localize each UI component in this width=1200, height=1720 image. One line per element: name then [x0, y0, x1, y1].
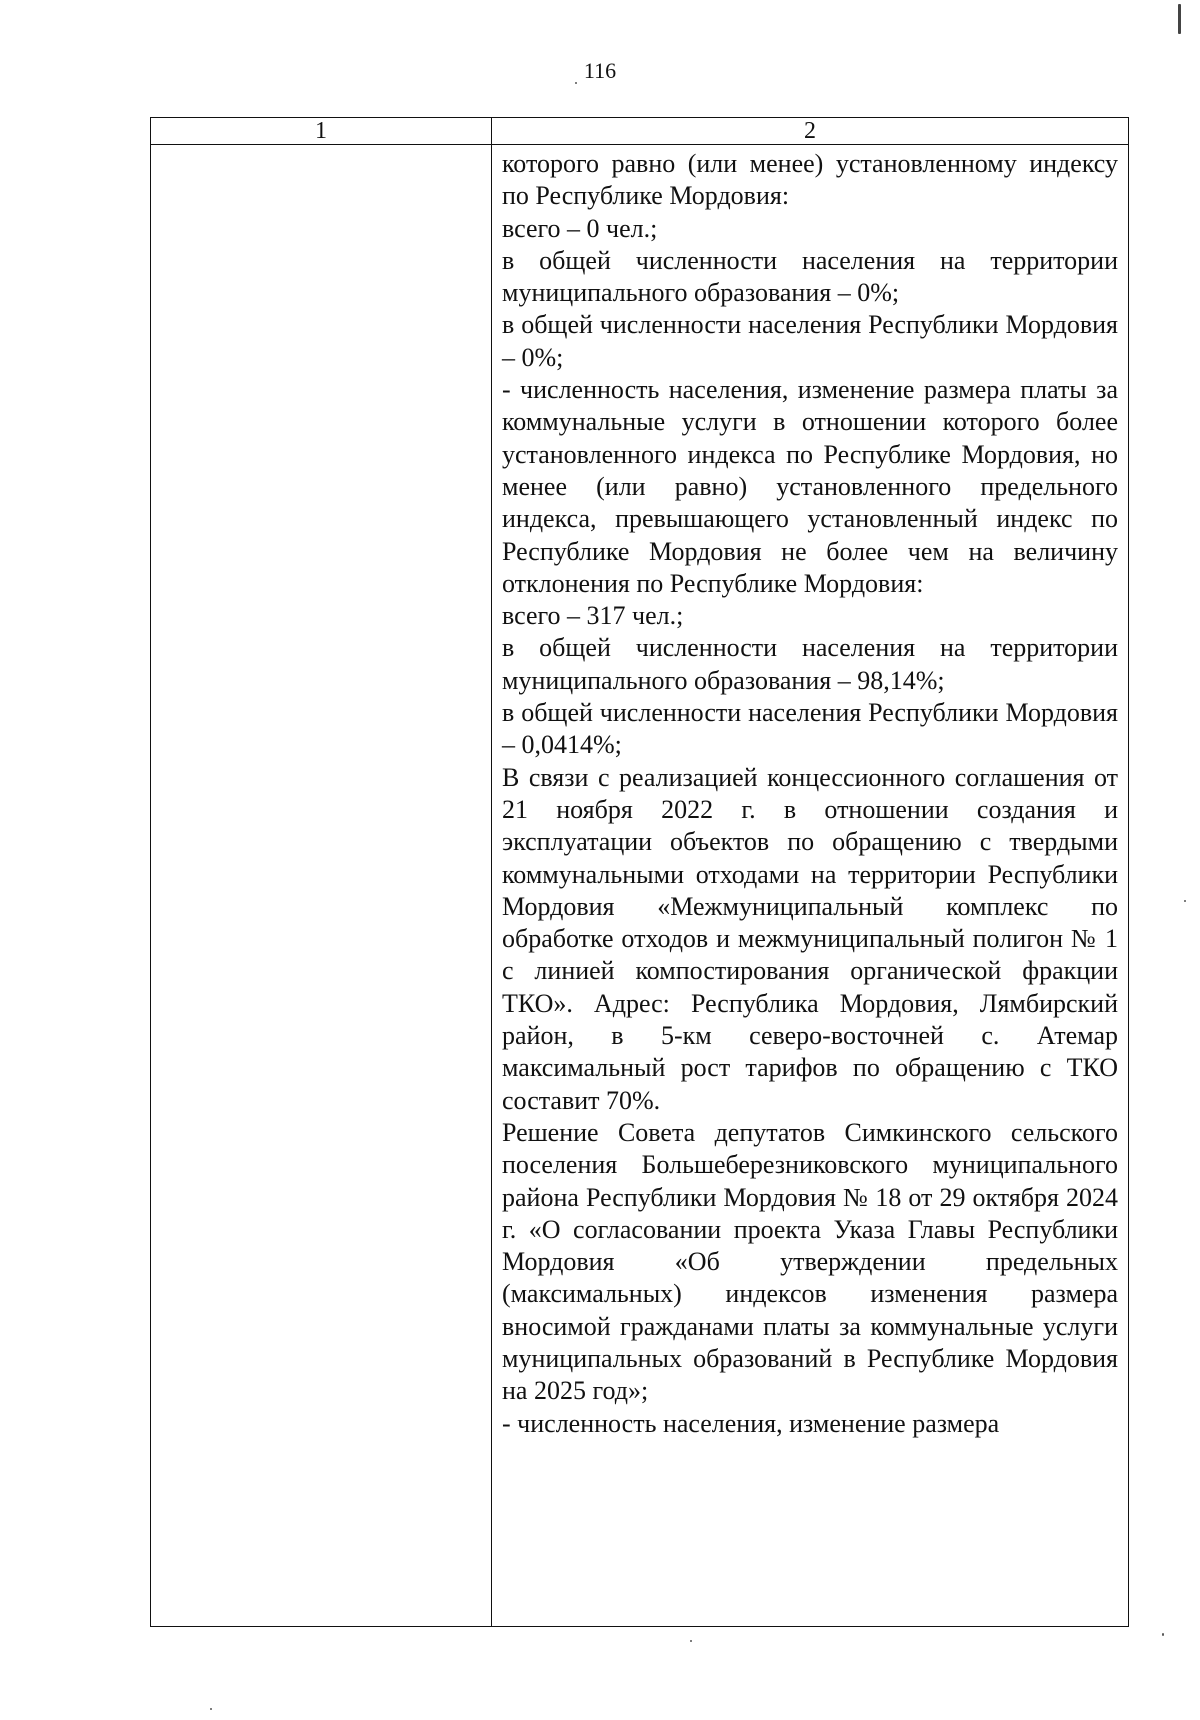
- scan-speck: [1178, 4, 1181, 34]
- paragraph: в общей численности населения Республики Мордовия – 0%;: [502, 310, 1118, 372]
- scan-speck: [210, 1708, 212, 1710]
- paragraph: - численность населения, изменение размера: [502, 1408, 1000, 1438]
- table-row: [151, 145, 1129, 1627]
- paragraph: - численность населения, изменение размера платы за коммунальные услуги в отношении которого более установленного индекса по Республике Мордовия, но менее (или равно) установленного предельного индекса, превышающего установленный индекс по Республике Мордовия не более чем на величину отклонения по Республике Мордовия:: [502, 375, 1118, 598]
- page-number: 116: [583, 58, 617, 83]
- scan-speck: [1162, 1633, 1164, 1636]
- table-cell-col1: [151, 145, 492, 1627]
- scan-speck: [690, 1640, 692, 1642]
- paragraph: в общей численности населения Республики Мордовия – 0,0414%;: [502, 698, 1118, 760]
- paragraph: В связи с реализацией концессионного соглашения от 21 ноября 2022 г. в отношении создания и эксплуатации объектов по обращению с твердыми коммунальными отходами на территории Республики Мордовия «Межмуниципальный комплекс по обработке отходов и межмуниципальный полигон № 1 с линией компостирования органической фракции ТКО». Адрес: Республика Мордовия, Лямбирский район, в 5-км северо-восточней с. Атемар максимальный рост тарифов по обращению с ТКО составит 70%.: [502, 762, 1118, 1115]
- column-header-1: 1: [151, 118, 492, 145]
- paragraph: всего – 317 чел.;: [502, 601, 684, 631]
- paragraph: Решение Совета депутатов Симкинского сельского поселения Большеберезниковского муниципального района Республики Мордовия № 18 от 29 октября 2024 г. «О согласовании проекта Указа Главы Республики Мордовия «Об утверждении предельных (максимальных) индексов изменения размера вносимой гражданами платы за коммунальные услуги муниципальных образований в Республике Мордовия на 2025 год»;: [502, 1117, 1118, 1406]
- paragraph: в общей численности населения на территории муниципального образования – 98,14%;: [502, 633, 1118, 695]
- paragraph: которого равно (или менее) установленному индексу по Республике Мордовия:: [502, 149, 1118, 211]
- scan-speck: [575, 82, 577, 84]
- table-cell-col2: [492, 145, 1129, 1627]
- paragraph: всего – 0 чел.;: [502, 213, 658, 243]
- table-header-row: [151, 118, 1129, 145]
- paragraph: в общей численности населения на территории муниципального образования – 0%;: [502, 245, 1118, 308]
- column-header-2: 2: [492, 118, 1129, 145]
- scan-speck: [1184, 900, 1186, 902]
- document-table: [150, 117, 1129, 1627]
